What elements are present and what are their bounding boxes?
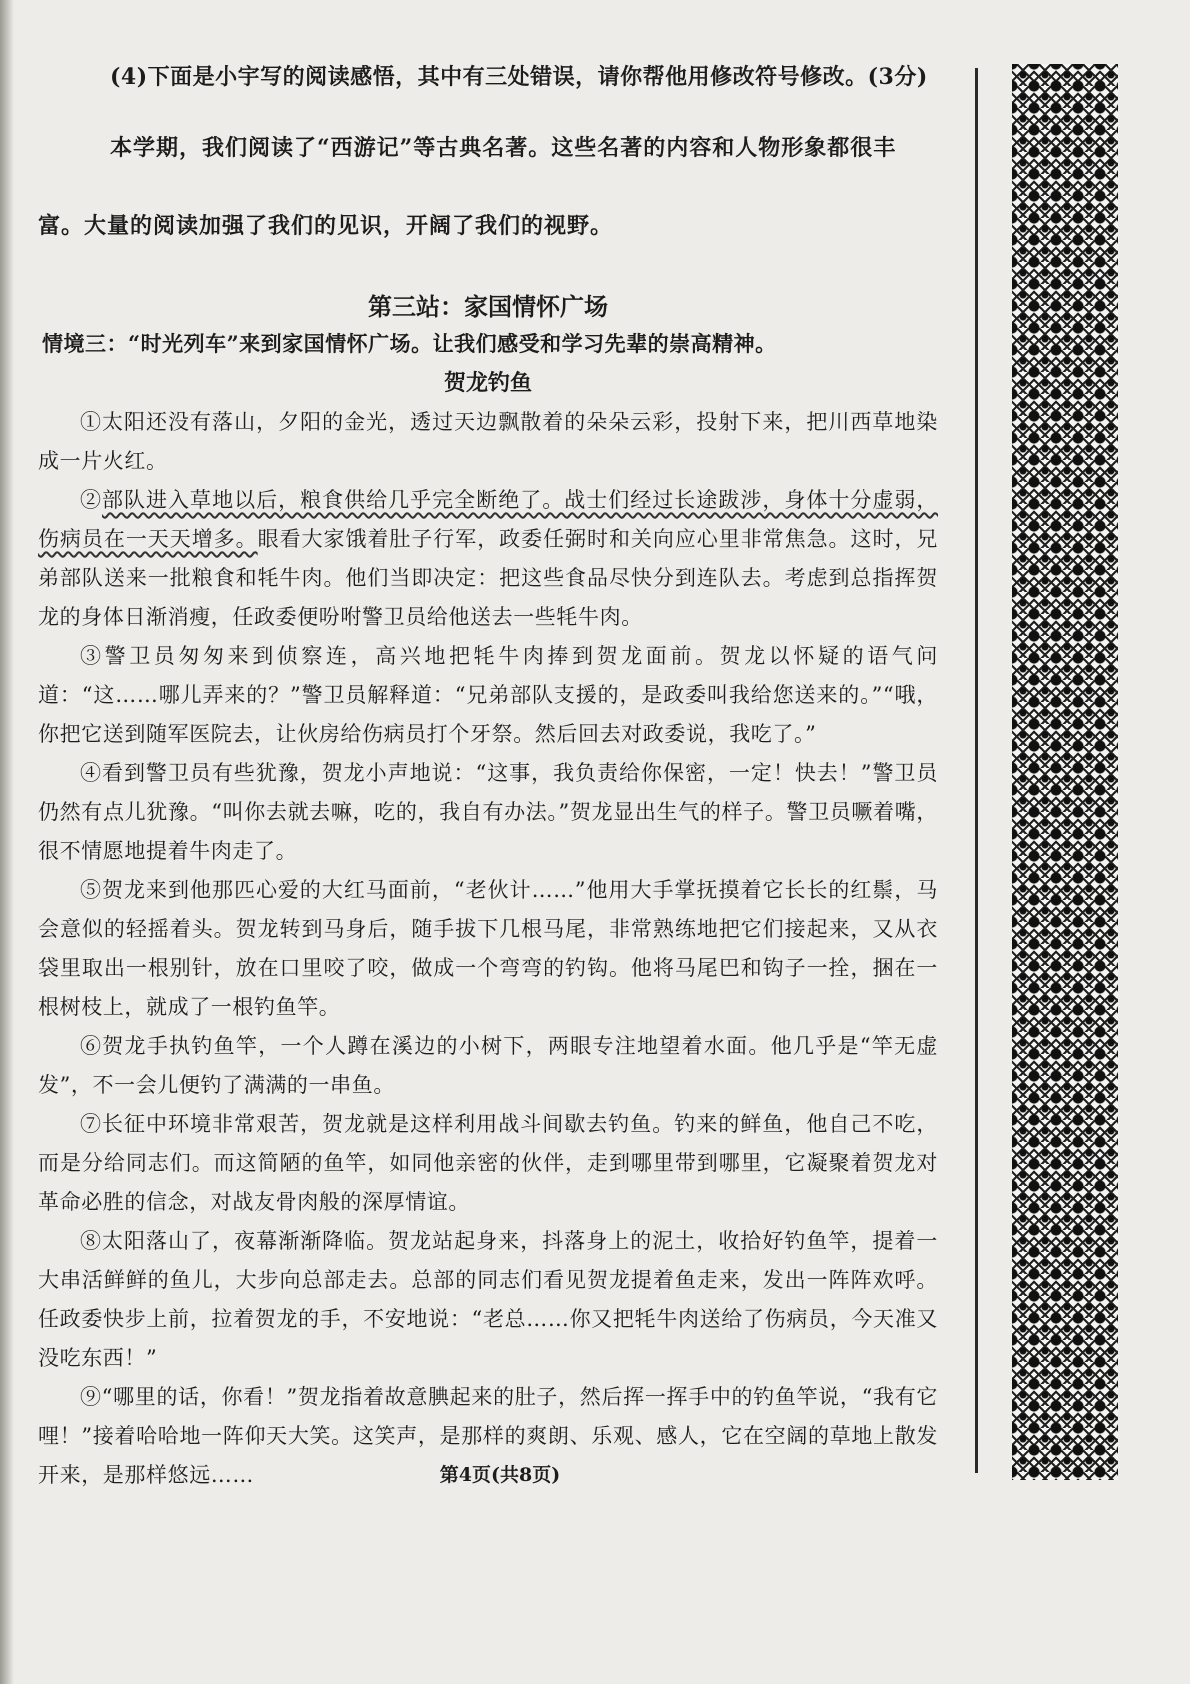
essay-line-2: 富。大量的阅读加强了我们的见识，开阔了我们的视野。 bbox=[38, 213, 614, 239]
paragraph-5: ⑤贺龙来到他那匹心爱的大红马面前，“老伙计……”他用大手掌抚摸着它长长的红鬃，马会意似的轻摇着头。贺龙转到马身后，随手拔下几根马尾，非常熟练地把它们接起来，又从衣袋里取出一根别针，放在口里咬了咬，做成一个弯弯的钓钩。他将马尾巴和钩子一拴，捆在一根树枝上，就成了一根钓鱼竿。 bbox=[38, 878, 938, 1019]
paragraph-8: ⑧太阳落山了，夜幕渐渐降临。贺龙站起身来，抖落身上的泥土，收拾好钓鱼竿，提着一大串活鲜鲜的鱼儿，大步向总部走去。总部的同志们看见贺龙提着鱼走来，发出一阵阵欢呼。任政委快步上前，拉着贺龙的手，不安地说：“老总……你又把牦牛肉送给了伤病员，今天准又没吃东西！” bbox=[38, 1229, 938, 1370]
station-title: 第三站：家国情怀广场 bbox=[368, 292, 608, 321]
paragraph-2-rest: 眼看大家饿着肚子行军，政委任弼时和关向应心里非常焦急。这时，兄弟部队送来一批粮食和牦牛肉。他们当即决定：把这些食品尽快分到连队去。考虑到总指挥贺龙的身体日渐消瘦，任政委便吩咐警卫员给他送去一些牦牛肉。 bbox=[38, 527, 938, 629]
paragraph-2-number: ② bbox=[80, 488, 103, 512]
paragraph-1: ①太阳还没有落山，夕阳的金光，透过天边飘散着的朵朵云彩，投射下来，把川西草地染成一片火红。 bbox=[38, 410, 938, 473]
scenario-text: 情境三：“时光列车”来到家国情怀广场。让我们感受和学习先辈的崇高精神。 bbox=[42, 331, 777, 356]
reading-reflection-essay bbox=[38, 109, 938, 265]
paragraph-2 bbox=[38, 481, 938, 637]
story-body bbox=[38, 403, 938, 1495]
essay-line-1: 本学期，我们阅读了“西游记”等古典名著。这些名著的内容和人物形象都很丰 bbox=[110, 135, 897, 161]
paragraph-3: ③警卫员匆匆来到侦察连，高兴地把牦牛肉捧到贺龙面前。贺龙以怀疑的语气问道：“这……哪儿弄来的？”警卫员解释道：“兄弟部队支援的，是政委叫我给您送来的。”“哦，你把它送到随军医院去，让伙房给伤病员打个牙祭。然后回去对政委说，我吃了。” bbox=[38, 644, 938, 746]
paragraph-4: ④看到警卫员有些犹豫，贺龙小声地说：“这事，我负责给你保密，一定！快去！”警卫员仍然有点儿犹豫。“叫你去就去嘛，吃的，我自有办法。”贺龙显出生气的样子。警卫员噘着嘴，很不情愿地提着牛肉走了。 bbox=[38, 761, 938, 863]
question-4-prompt: (4)下面是小宇写的阅读感悟，其中有三处错误，请你帮他用修改符号修改。(3分) bbox=[110, 64, 928, 90]
exam-content bbox=[38, 60, 938, 1495]
binding-margin-line bbox=[975, 68, 978, 1473]
paragraph-7: ⑦长征中环境非常艰苦，贺龙就是这样利用战斗间歇去钓鱼。钓来的鲜鱼，他自己不吃，而是分给同志们。而这简陋的鱼竿，如同他亲密的伙伴，走到哪里带到哪里，它凝聚着贺龙对革命必胜的信念，对战友骨肉般的深厚情谊。 bbox=[38, 1112, 938, 1214]
page-edge-shadow bbox=[0, 0, 14, 1684]
paragraph-6: ⑥贺龙手执钓鱼竿，一个人蹲在溪边的小树下，两眼专注地望着水面。他几乎是“竿无虚发”，不一会儿便钓了满满的一串鱼。 bbox=[38, 1034, 938, 1097]
story-title: 贺龙钓鱼 bbox=[443, 370, 532, 396]
underlined-sentence: 部队进入草地以后，粮食供给几乎完全断绝了。战士们经过长途跋涉，身体十分虚弱，伤病员在一天天增多。 bbox=[38, 488, 938, 551]
paragraph-9: ⑨“哪里的话，你看！”贺龙指着故意腆起来的肚子，然后挥一挥手中的钓鱼竿说，“我有它哩！”接着哈哈地一阵仰天大笑。这笑声，是那样的爽朗、乐观、感人，它在空阔的草地上散发开来，是那样悠远…… bbox=[38, 1385, 938, 1487]
decorative-border-pattern bbox=[1012, 64, 1118, 1480]
page-number: 第4页(共8页) bbox=[439, 1464, 561, 1486]
